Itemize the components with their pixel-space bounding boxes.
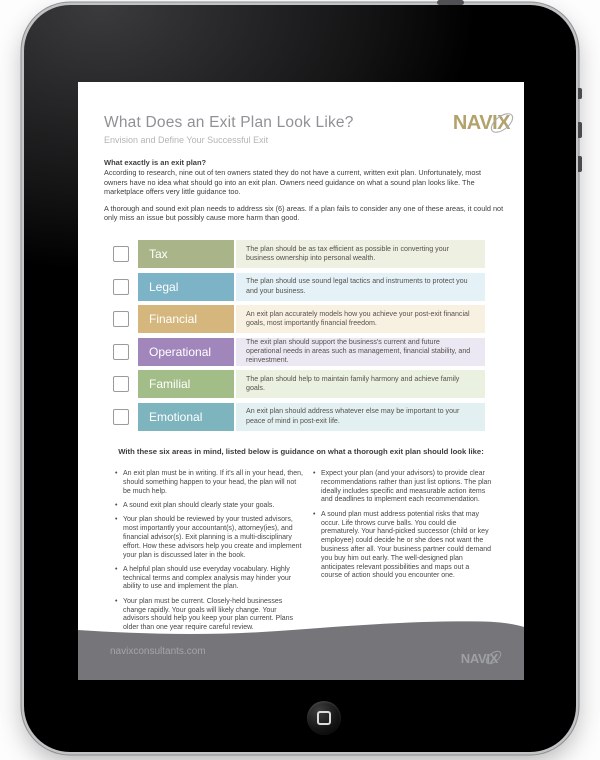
guidance-bullet: • A sound plan must address potential risks that may occur. Life throws curve balls. You could die prematurely. Your hand-picked successor (child or key employee) could decide he or she does not want the business after all. Your business partner could demand you buy him out early. The well-designed plan anticipates relevant possibilities and maps out a course of action should you encounter one. [313, 511, 492, 582]
intro-section [104, 158, 504, 223]
checklist-row-tax [113, 240, 485, 268]
guidance-bullet: • A helpful plan should use everyday vocabulary. Highly technical terms and complex analysis may hinder your ability to use and implement the plan. [115, 566, 303, 592]
row-desc-text: The plan should be as tax efficient as possible in converting your business ownership into personal wealth. [246, 244, 449, 262]
guidance-columns [115, 470, 492, 639]
tablet-frame [24, 5, 576, 752]
navix-compass-icon [488, 109, 516, 137]
intro-paragraph-1: According to research, nine out of ten owners stated they do not have a current, written exit plan. Unfortunately, most owners have no idea what should go into an exit plan. Owners need guidance on what a sound plan looks like. The marketplace offers very little guidance too. [104, 167, 482, 197]
checklist-row-financial [113, 305, 485, 333]
row-label-emotional: Emotional [138, 403, 234, 431]
guidance-column-left [115, 470, 303, 639]
page-subtitle: Envision and Define Your Successful Exit [104, 135, 269, 145]
guidance-bullet: • Your plan must be current. Closely-held businesses change rapidly. Your goals will likely change. Your advisors should help you keep your plan current. Plans older than one year require careful review. [115, 598, 303, 633]
checklist-row-legal [113, 273, 485, 301]
row-desc-legal [236, 273, 485, 301]
footer-navix-logo-text: NAVIX [460, 651, 498, 666]
document-page [78, 82, 524, 680]
checkbox-operational[interactable] [113, 344, 129, 360]
home-button[interactable] [307, 701, 341, 735]
mute-switch[interactable] [578, 88, 582, 99]
intro-paragraph-2: A thorough and sound exit plan needs to address six (6) areas. If a plan fails to consider any one of these areas, it could not only miss an issue but possibly cause more harm than good. [104, 203, 504, 223]
volume-down-button[interactable] [578, 156, 582, 172]
row-desc-tax [236, 240, 485, 268]
guidance-column-right [313, 470, 492, 639]
row-label-operational: Operational [138, 338, 234, 366]
power-button[interactable] [437, 0, 464, 5]
checkbox-financial[interactable] [113, 311, 129, 327]
row-desc-text: The exit plan should support the business's current and future operational needs in areas such as management, financial stability, and reinvestment. [246, 337, 471, 365]
row-label-familial: Familial [138, 370, 234, 398]
exit-plan-checklist [113, 240, 485, 435]
row-desc-text: An exit plan accurately models how you achieve your post-exit financial goals, most importantly financial freedom. [246, 309, 470, 327]
navix-logo-text: NAVIX [452, 112, 510, 134]
checkbox-tax[interactable] [113, 246, 129, 262]
page-footer [78, 620, 524, 680]
guidance-bullet: • Your plan should be reviewed by your trusted advisors, most importantly your accountant(s), attorney(ies), and financial advisor(s). Exit planning is a multi-disciplinary effort. How these advisors help you create and implement your plan is discussed later in the book. [115, 516, 303, 560]
checklist-row-emotional [113, 403, 485, 431]
checkbox-emotional[interactable] [113, 409, 129, 425]
row-desc-financial [236, 305, 485, 333]
row-label-financial: Financial [138, 305, 234, 333]
guidance-bullet: • Expect your plan (and your advisors) to provide clear recommendations rather than just list options. The plan ideally includes specific and measurable action items and deadlines to implement each recommendation. [313, 470, 492, 505]
row-desc-familial [236, 370, 485, 398]
guidance-bullet: • A sound exit plan should clearly state your goals. [115, 502, 303, 511]
row-desc-text: The plan should use sound legal tactics and instruments to protect you and your business. [246, 277, 468, 295]
checkbox-familial[interactable] [113, 376, 129, 392]
footer-navix-compass-icon [484, 648, 503, 667]
intro-heading: What exactly is an exit plan? [104, 158, 207, 167]
home-button-icon [317, 711, 331, 725]
row-desc-emotional [236, 403, 485, 431]
checklist-row-operational [113, 338, 485, 366]
page-title: What Does an Exit Plan Look Like? [104, 114, 354, 131]
row-desc-text: An exit plan should address whatever else may be important to your peace of mind in post-exit life. [246, 407, 460, 425]
footer-navix-logo [461, 650, 498, 666]
guidance-bullet: • An exit plan must be in writing. If it's all in your head, then, should something happen to your head, the plan will not be much help. [115, 470, 303, 496]
checkbox-legal[interactable] [113, 279, 129, 295]
row-label-legal: Legal [138, 273, 234, 301]
guidance-heading: With these six areas in mind, listed below is guidance on what a thorough exit plan should look like: [118, 447, 484, 456]
checklist-row-familial [113, 370, 485, 398]
row-label-tax: Tax [138, 240, 234, 268]
footer-url[interactable]: navixconsultants.com [110, 646, 206, 657]
row-desc-operational [236, 338, 485, 366]
volume-up-button[interactable] [578, 122, 582, 138]
row-desc-text: The plan should help to maintain family harmony and achieve family goals. [246, 374, 460, 392]
navix-logo [453, 112, 510, 136]
